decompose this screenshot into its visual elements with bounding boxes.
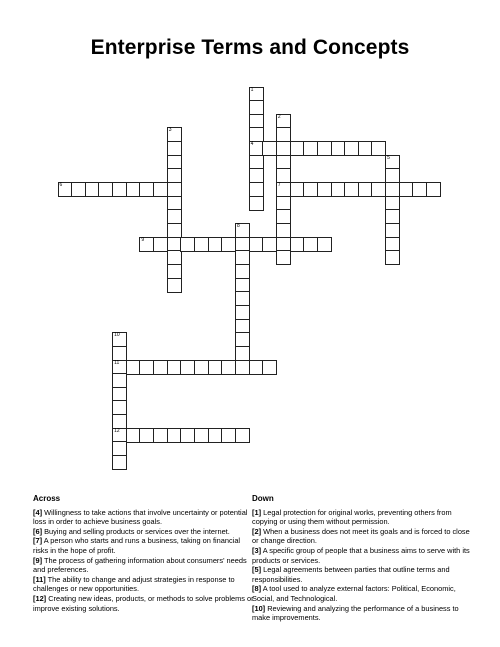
down-clue: [252, 584, 474, 603]
cell-number: 6: [59, 182, 63, 189]
clue-text: The process of gathering information about consumers' needs and preferences.: [33, 555, 247, 575]
grid-cell[interactable]: [249, 196, 264, 211]
grid-cell[interactable]: [153, 237, 168, 252]
clue-number: [12]: [33, 593, 47, 603]
down-clue: [252, 604, 474, 623]
clue-text: The ability to change and adjust strategies in response to challenges or new opportunities.: [33, 574, 235, 594]
grid-cell[interactable]: [153, 182, 168, 197]
cell-number: 12: [114, 427, 120, 434]
across-clue: [33, 508, 255, 527]
cell-number: 11: [114, 359, 120, 366]
grid-cell[interactable]: [371, 182, 386, 197]
across-clues: [33, 494, 255, 613]
grid-cell[interactable]: [235, 428, 250, 443]
grid-cell[interactable]: [276, 250, 291, 265]
clue-text: Creating new ideas, products, or methods to solve problems or improve existing solutions.: [33, 593, 254, 613]
cell-number: 1: [250, 86, 254, 93]
cell-number: 4: [250, 141, 254, 148]
grid-cell[interactable]: [262, 360, 277, 375]
clue-number: [5]: [252, 565, 262, 575]
across-clue: [33, 594, 255, 613]
down-clue-list: [252, 508, 474, 623]
grid-cell[interactable]: [426, 182, 441, 197]
down-clues: [252, 494, 474, 623]
across-clue-list: [33, 508, 255, 614]
cell-number: 8: [236, 223, 240, 229]
grid-cell[interactable]: [317, 237, 332, 252]
clue-text: A specific group of people that a business aims to serve with its products or services.: [252, 545, 470, 565]
grid-cell[interactable]: [221, 360, 236, 375]
across-clue: [33, 556, 255, 575]
grid-cell[interactable]: [262, 237, 277, 252]
clue-text: Buying and selling products or services over the internet.: [42, 526, 230, 536]
clue-text: Legal agreements between parties that outline terms and responsibilities.: [252, 565, 450, 584]
clue-number: [1]: [252, 507, 262, 517]
cell-number: 2: [277, 113, 281, 120]
clue-number: [4]: [33, 507, 43, 517]
grid-cell[interactable]: [385, 250, 400, 265]
cell-number: 9: [141, 236, 145, 243]
clue-number: [6]: [33, 526, 43, 536]
grid-cell[interactable]: [112, 455, 127, 470]
clue-number: [10]: [252, 603, 266, 613]
clue-number: [2]: [252, 526, 262, 536]
cell-number: 10: [114, 332, 120, 339]
clue-text: A tool used to analyze external factors: Political, Economic, Social, and Technological.: [252, 584, 456, 603]
down-heading: Down: [252, 494, 274, 503]
clue-number: [7]: [33, 536, 43, 546]
down-clue: [252, 546, 474, 565]
grid-cell[interactable]: [262, 141, 277, 156]
clue-text: Willingness to take actions that involve uncertainty or potential loss in order to achieve business goals.: [33, 507, 248, 527]
cell-number: 5: [387, 154, 390, 161]
across-clue: [33, 575, 255, 594]
clue-number: [3]: [252, 545, 262, 555]
cell-number: 3: [168, 127, 172, 134]
grid-cell[interactable]: [221, 237, 236, 252]
clue-text: Reviewing and analyzing the performance of a business to make improvements.: [252, 603, 459, 623]
across-clue: [33, 527, 255, 537]
clue-text: When a business does not meet its goals and is forced to close or change direction.: [252, 526, 470, 546]
down-clue: [252, 527, 474, 546]
cell-number: 7: [277, 182, 281, 189]
across-heading: Across: [33, 494, 61, 503]
across-clue: [33, 536, 255, 555]
clue-number: [9]: [33, 555, 43, 565]
clue-text: A person who starts and runs a business, taking on financial risks in the hope of profit.: [33, 536, 241, 555]
grid-cell[interactable]: [167, 278, 182, 293]
puzzle-title: Enterprise Terms and Concepts: [90, 36, 410, 59]
clue-text: Legal protection for original works, preventing others from copying or using them without permission.: [252, 507, 452, 527]
clue-number: [8]: [252, 584, 262, 594]
clue-number: [11]: [33, 574, 46, 584]
down-clue: [252, 508, 474, 527]
down-clue: [252, 565, 474, 584]
